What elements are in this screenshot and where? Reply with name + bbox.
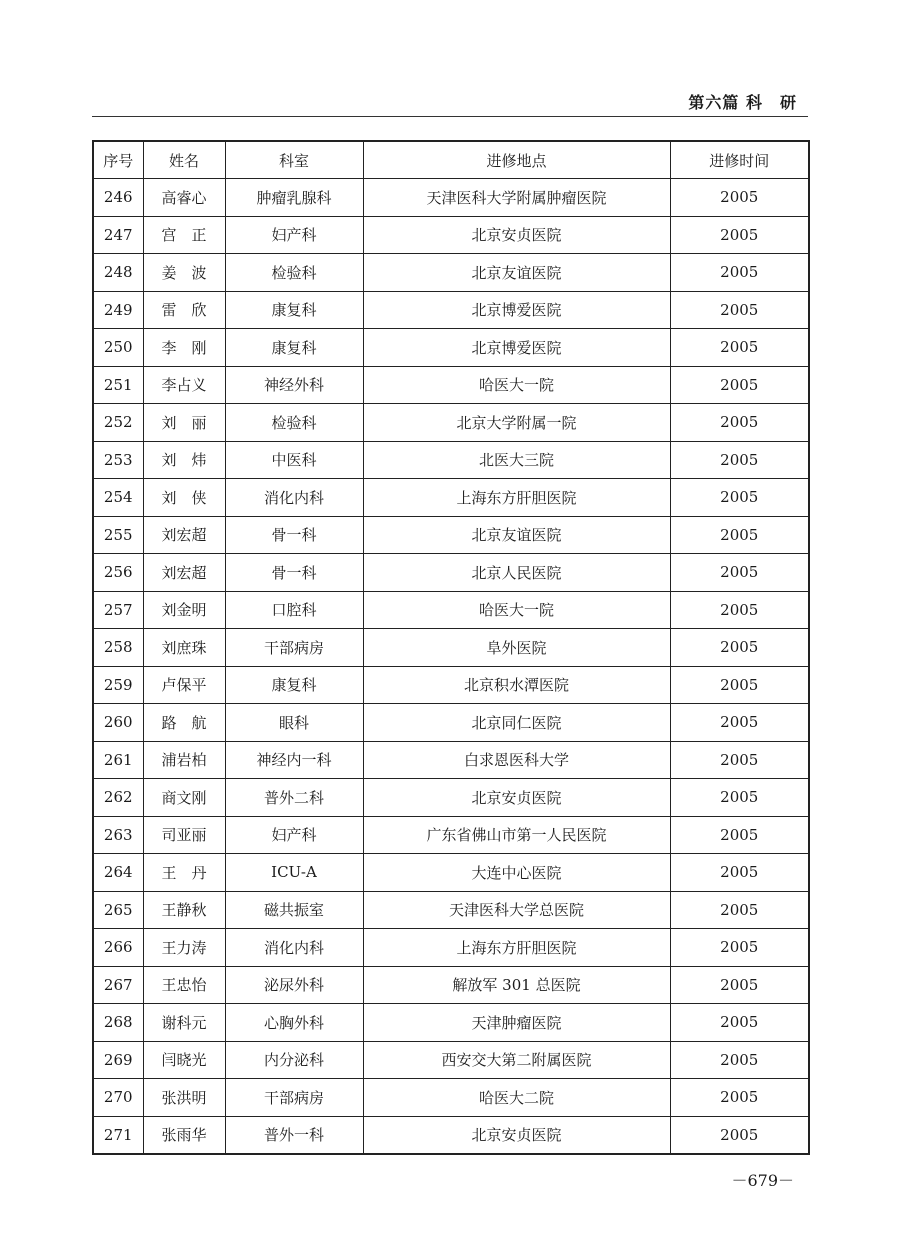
cell-name: 王静秋 — [143, 891, 225, 929]
cell-location: 白求恩医科大学 — [363, 741, 670, 779]
table-row — [93, 741, 809, 779]
column-header-time: 进修时间 — [670, 141, 809, 179]
cell-department: 检验科 — [225, 254, 363, 292]
cell-name: 刘金明 — [143, 591, 225, 629]
table-row — [93, 591, 809, 629]
cell-serial: 259 — [93, 666, 143, 704]
cell-location: 北京安贞医院 — [363, 779, 670, 817]
cell-serial: 266 — [93, 929, 143, 967]
cell-department: 眼科 — [225, 704, 363, 742]
cell-name: 宫 正 — [143, 216, 225, 254]
cell-department: 妇产科 — [225, 216, 363, 254]
cell-name: 王忠怡 — [143, 966, 225, 1004]
cell-serial: 254 — [93, 479, 143, 517]
table-row — [93, 216, 809, 254]
cell-department: 消化内科 — [225, 929, 363, 967]
cell-location: 天津肿瘤医院 — [363, 1004, 670, 1042]
cell-name: 刘 炜 — [143, 441, 225, 479]
cell-serial: 263 — [93, 816, 143, 854]
table-row — [93, 779, 809, 817]
cell-time: 2005 — [670, 554, 809, 592]
cell-time: 2005 — [670, 254, 809, 292]
cell-serial: 271 — [93, 1116, 143, 1154]
cell-serial: 248 — [93, 254, 143, 292]
cell-department: 骨一科 — [225, 554, 363, 592]
cell-time: 2005 — [670, 404, 809, 442]
section-header: 第六篇 科 研 — [688, 93, 797, 112]
cell-name: 谢科元 — [143, 1004, 225, 1042]
cell-time: 2005 — [670, 891, 809, 929]
cell-department: 康复科 — [225, 291, 363, 329]
cell-location: 北京安贞医院 — [363, 1116, 670, 1154]
cell-name: 刘 侠 — [143, 479, 225, 517]
cell-department: 口腔科 — [225, 591, 363, 629]
cell-serial: 250 — [93, 329, 143, 367]
cell-time: 2005 — [670, 1116, 809, 1154]
cell-department: 康复科 — [225, 666, 363, 704]
cell-serial: 262 — [93, 779, 143, 817]
cell-location: 哈医大一院 — [363, 366, 670, 404]
table-row — [93, 966, 809, 1004]
cell-location: 西安交大第二附属医院 — [363, 1041, 670, 1079]
cell-time: 2005 — [670, 704, 809, 742]
cell-serial: 268 — [93, 1004, 143, 1042]
cell-time: 2005 — [670, 779, 809, 817]
cell-time: 2005 — [670, 179, 809, 217]
cell-serial: 257 — [93, 591, 143, 629]
cell-time: 2005 — [670, 1041, 809, 1079]
column-header-name: 姓名 — [143, 141, 225, 179]
cell-serial: 253 — [93, 441, 143, 479]
cell-name: 刘宏超 — [143, 516, 225, 554]
cell-serial: 270 — [93, 1079, 143, 1117]
cell-serial: 269 — [93, 1041, 143, 1079]
table-row — [93, 554, 809, 592]
table-row — [93, 291, 809, 329]
table-body — [93, 179, 809, 1155]
cell-department: 内分泌科 — [225, 1041, 363, 1079]
column-header-serial: 序号 — [93, 141, 143, 179]
table-row — [93, 1004, 809, 1042]
header-divider — [92, 116, 808, 117]
cell-name: 王 丹 — [143, 854, 225, 892]
cell-time: 2005 — [670, 329, 809, 367]
cell-time: 2005 — [670, 929, 809, 967]
cell-serial: 267 — [93, 966, 143, 1004]
table-row — [93, 366, 809, 404]
cell-name: 商文刚 — [143, 779, 225, 817]
cell-department: 神经内一科 — [225, 741, 363, 779]
cell-location: 北京友谊医院 — [363, 516, 670, 554]
cell-location: 天津医科大学总医院 — [363, 891, 670, 929]
table-row — [93, 629, 809, 667]
cell-department: 中医科 — [225, 441, 363, 479]
table-header-row — [93, 141, 809, 179]
table-row — [93, 891, 809, 929]
cell-location: 阜外医院 — [363, 629, 670, 667]
cell-name: 张雨华 — [143, 1116, 225, 1154]
cell-time: 2005 — [670, 1079, 809, 1117]
table-row — [93, 1116, 809, 1154]
cell-time: 2005 — [670, 479, 809, 517]
table-row — [93, 179, 809, 217]
cell-name: 雷 欣 — [143, 291, 225, 329]
cell-name: 姜 波 — [143, 254, 225, 292]
cell-name: 刘 丽 — [143, 404, 225, 442]
cell-serial: 260 — [93, 704, 143, 742]
cell-location: 北京博爱医院 — [363, 291, 670, 329]
cell-name: 路 航 — [143, 704, 225, 742]
table-row — [93, 704, 809, 742]
cell-location: 北京大学附属一院 — [363, 404, 670, 442]
cell-time: 2005 — [670, 1004, 809, 1042]
cell-location: 北京博爱医院 — [363, 329, 670, 367]
table-row — [93, 479, 809, 517]
cell-department: 骨一科 — [225, 516, 363, 554]
cell-serial: 265 — [93, 891, 143, 929]
cell-serial: 261 — [93, 741, 143, 779]
training-records-table — [92, 140, 810, 1155]
cell-name: 闫晓光 — [143, 1041, 225, 1079]
cell-name: 刘庶珠 — [143, 629, 225, 667]
cell-serial: 247 — [93, 216, 143, 254]
cell-location: 北京同仁医院 — [363, 704, 670, 742]
cell-time: 2005 — [670, 629, 809, 667]
cell-location: 北京人民医院 — [363, 554, 670, 592]
cell-time: 2005 — [670, 441, 809, 479]
cell-time: 2005 — [670, 854, 809, 892]
cell-location: 广东省佛山市第一人民医院 — [363, 816, 670, 854]
cell-location: 北京友谊医院 — [363, 254, 670, 292]
cell-department: 心胸外科 — [225, 1004, 363, 1042]
column-header-department: 科室 — [225, 141, 363, 179]
cell-location: 解放军 301 总医院 — [363, 966, 670, 1004]
cell-time: 2005 — [670, 216, 809, 254]
cell-location: 大连中心医院 — [363, 854, 670, 892]
cell-time: 2005 — [670, 741, 809, 779]
cell-time: 2005 — [670, 666, 809, 704]
cell-serial: 246 — [93, 179, 143, 217]
cell-location: 上海东方肝胆医院 — [363, 479, 670, 517]
cell-time: 2005 — [670, 516, 809, 554]
cell-name: 张洪明 — [143, 1079, 225, 1117]
cell-department: 普外一科 — [225, 1116, 363, 1154]
cell-name: 王力涛 — [143, 929, 225, 967]
cell-name: 李 刚 — [143, 329, 225, 367]
cell-name: 李占义 — [143, 366, 225, 404]
cell-name: 司亚丽 — [143, 816, 225, 854]
cell-name: 刘宏超 — [143, 554, 225, 592]
cell-department: 泌尿外科 — [225, 966, 363, 1004]
cell-serial: 249 — [93, 291, 143, 329]
table-row — [93, 929, 809, 967]
cell-department: 消化内科 — [225, 479, 363, 517]
cell-serial: 258 — [93, 629, 143, 667]
cell-department: 干部病房 — [225, 1079, 363, 1117]
cell-department: 妇产科 — [225, 816, 363, 854]
cell-department: 磁共振室 — [225, 891, 363, 929]
table-row — [93, 404, 809, 442]
cell-location: 北医大三院 — [363, 441, 670, 479]
cell-location: 哈医大一院 — [363, 591, 670, 629]
cell-time: 2005 — [670, 591, 809, 629]
cell-time: 2005 — [670, 291, 809, 329]
cell-department: 普外二科 — [225, 779, 363, 817]
cell-time: 2005 — [670, 966, 809, 1004]
cell-location: 上海东方肝胆医院 — [363, 929, 670, 967]
cell-department: 肿瘤乳腺科 — [225, 179, 363, 217]
cell-serial: 255 — [93, 516, 143, 554]
table-row — [93, 854, 809, 892]
cell-department: 检验科 — [225, 404, 363, 442]
cell-name: 卢保平 — [143, 666, 225, 704]
cell-serial: 252 — [93, 404, 143, 442]
cell-time: 2005 — [670, 816, 809, 854]
table-row — [93, 816, 809, 854]
cell-serial: 256 — [93, 554, 143, 592]
cell-location: 天津医科大学附属肿瘤医院 — [363, 179, 670, 217]
cell-name: 浦岩柏 — [143, 741, 225, 779]
cell-name: 高睿心 — [143, 179, 225, 217]
column-header-location: 进修地点 — [363, 141, 670, 179]
table-row — [93, 441, 809, 479]
cell-department: 神经外科 — [225, 366, 363, 404]
page-number: －679－ — [731, 1171, 794, 1190]
table-row — [93, 1041, 809, 1079]
cell-serial: 264 — [93, 854, 143, 892]
cell-department: ICU-A — [225, 854, 363, 892]
cell-serial: 251 — [93, 366, 143, 404]
cell-location: 北京安贞医院 — [363, 216, 670, 254]
cell-time: 2005 — [670, 366, 809, 404]
cell-department: 干部病房 — [225, 629, 363, 667]
table-row — [93, 516, 809, 554]
cell-location: 北京积水潭医院 — [363, 666, 670, 704]
table-row — [93, 666, 809, 704]
table-row — [93, 1079, 809, 1117]
cell-department: 康复科 — [225, 329, 363, 367]
cell-location: 哈医大二院 — [363, 1079, 670, 1117]
table-row — [93, 329, 809, 367]
table-row — [93, 254, 809, 292]
